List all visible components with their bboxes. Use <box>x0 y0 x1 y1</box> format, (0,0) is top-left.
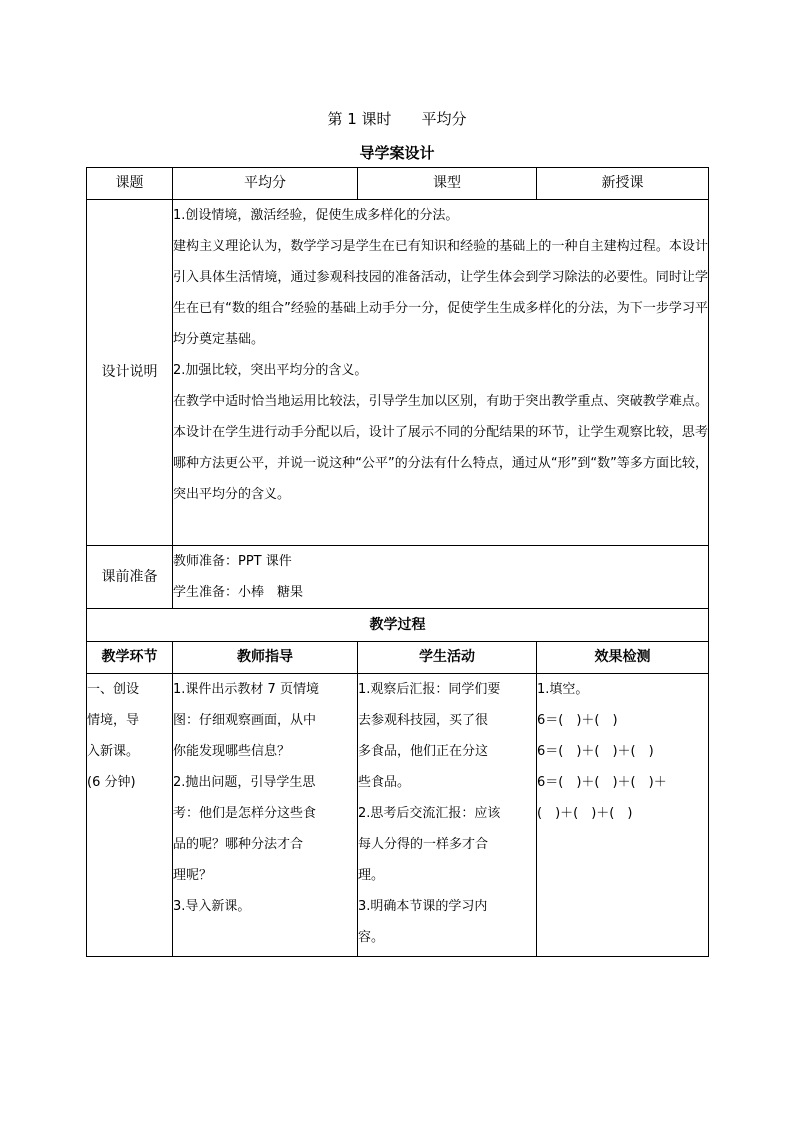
topic-label: 课题 <box>87 168 173 200</box>
check-line: 6＝( )＋( )＋( ) <box>537 744 654 759</box>
stage-cell <box>87 674 173 957</box>
type-label: 课型 <box>358 168 537 200</box>
prep-content <box>173 546 709 609</box>
teacher-line: 品的呢？哪种分法才合 <box>173 837 304 852</box>
design-content <box>173 200 709 546</box>
student-line: 3.明确本节课的学习内 <box>358 899 488 914</box>
check-line: ( )＋( )＋( ) <box>537 806 633 821</box>
process-header-row <box>87 642 709 674</box>
page-subtitle: 导学案设计 <box>359 144 435 162</box>
teacher-guidance-cell <box>173 674 358 957</box>
teacher-prep: 教师准备：PPT 课件 <box>173 554 292 569</box>
student-activity-cell <box>358 674 537 957</box>
column-student: 学生活动 <box>358 642 537 674</box>
effect-check-cell <box>537 674 709 957</box>
prep-label: 课前准备 <box>87 546 173 609</box>
student-line: 理。 <box>358 868 385 883</box>
process-row-1 <box>87 674 709 957</box>
design-paragraph-2: 在教学中适时恰当地运用比较法，引导学生加以区别，有助于突出教学重点、突破教学难点。本设计在学生进行动手分配以后，设计了展示不同的分配结果的环节，让学生观察比较，思考哪种方法更公平，并说一说这种“公平”的分法有什么特点，通过从“形”到“数”等多方面比较，突出平均分的含义。 <box>173 394 708 502</box>
teacher-line: 1.课件出示教材 7 页情境 <box>173 682 319 697</box>
student-line: 些食品。 <box>358 775 411 790</box>
stage-line: 一、创设 <box>87 682 140 697</box>
column-check: 效果检测 <box>537 642 709 674</box>
student-line: 每人分得的一样多才合 <box>358 837 489 852</box>
design-point-1: 1.创设情境，激活经验，促使生成多样化的分法。 <box>173 208 459 223</box>
lesson-plan-table <box>86 167 709 957</box>
lesson-topic: 平均分 <box>421 110 467 128</box>
column-stage: 教学环节 <box>87 642 173 674</box>
stage-line: 情境，导 <box>87 713 140 728</box>
student-line: 2.思考后交流汇报：应该 <box>358 806 501 821</box>
prep-row <box>87 546 709 609</box>
page-title <box>0 108 794 130</box>
student-prep: 学生准备：小棒 糖果 <box>173 585 304 600</box>
process-heading: 教学过程 <box>87 609 709 642</box>
teacher-line: 理呢？ <box>173 868 213 883</box>
student-line: 去参观科技园，买了很 <box>358 713 489 728</box>
student-line: 多食品，他们正在分这 <box>358 744 489 759</box>
design-label: 设计说明 <box>87 200 173 546</box>
student-line: 1.观察后汇报：同学们要 <box>358 682 501 697</box>
design-point-2: 2.加强比较，突出平均分的含义。 <box>173 363 368 378</box>
student-line: 容。 <box>358 930 385 945</box>
type-value: 新授课 <box>537 168 709 200</box>
teacher-line: 2.抛出问题，引导学生思 <box>173 775 316 790</box>
teacher-line: 考：他们是怎样分这些食 <box>173 806 317 821</box>
teacher-line: 3.导入新课。 <box>173 899 251 914</box>
stage-line: 入新课。 <box>87 744 140 759</box>
topic-value: 平均分 <box>173 168 358 200</box>
check-line: 6＝( )＋( )＋( )＋ <box>537 775 667 790</box>
design-paragraph-1: 建构主义理论认为，数学学习是学生在已有知识和经验的基础上的一种自主建构过程。本设计引入具体生活情境，通过参观科技园的准备活动，让学生体会到学习除法的必要性。同时让学生在已有“数的组合”经验的基础上动手分一分，促使学生生成多样化的分法，为下一步学习平均分奠定基础。 <box>173 239 708 347</box>
info-row <box>87 168 709 200</box>
check-line: 6＝( )＋( ) <box>537 713 618 728</box>
teacher-line: 你能发现哪些信息？ <box>173 744 291 759</box>
design-row <box>87 200 709 546</box>
check-line: 1.填空。 <box>537 682 589 697</box>
column-teacher: 教师指导 <box>173 642 358 674</box>
stage-duration: (6 分钟) <box>87 775 136 790</box>
teacher-line: 图：仔细观察画面，从中 <box>173 713 317 728</box>
process-heading-row <box>87 609 709 642</box>
lesson-number: 第 1 课时 <box>327 110 392 128</box>
